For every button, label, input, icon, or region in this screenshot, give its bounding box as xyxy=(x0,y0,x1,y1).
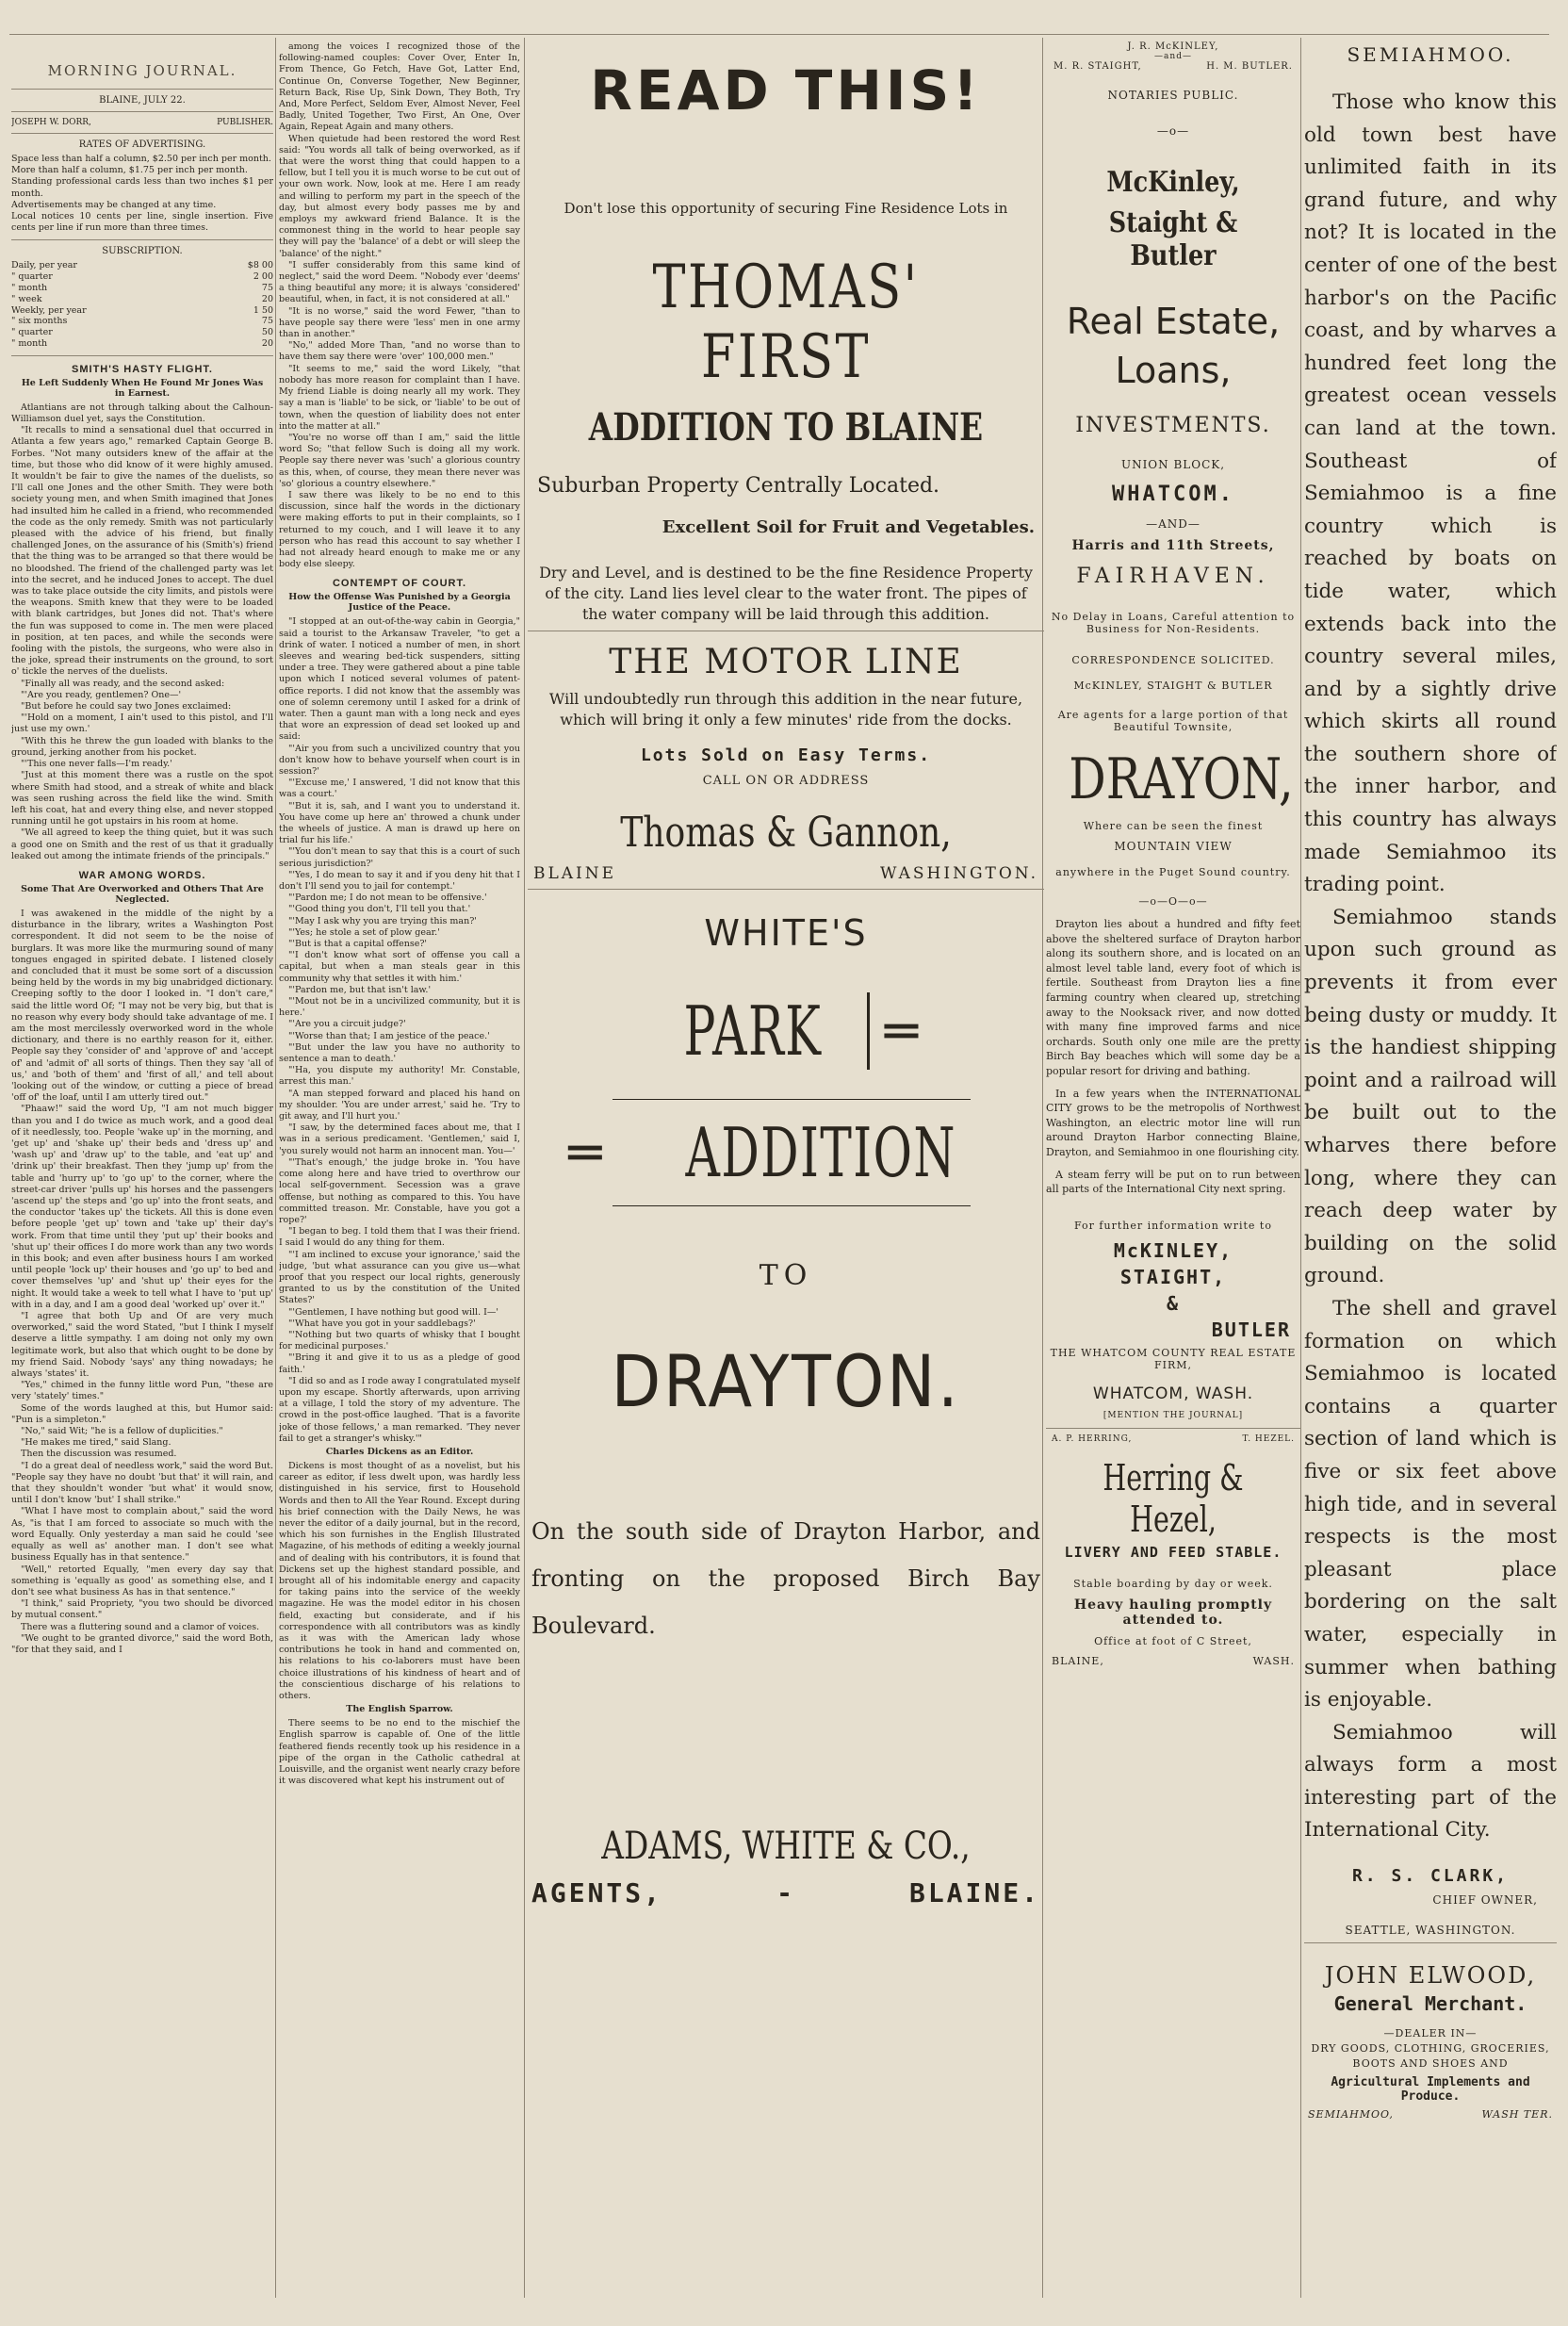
paragraph: Atlantians are not through talking about the Calhoun-Williamson duel yet, says the Constitution. xyxy=(11,401,273,424)
paragraph: "'Good thing you don't, I'll tell you that.' xyxy=(288,904,471,915)
article-deck: He Left Suddenly When He Found Mr Jones Was in Earnest. xyxy=(21,377,264,399)
column-1 xyxy=(11,41,273,2298)
paragraph: In a few years when the INTERNATIONAL CITY grows to be the metropolis of Northwest Washington, an electric motor line will run around Drayton Harbor connecting Blaine, Drayton, and Semiahmoo in one flourishing city. xyxy=(1046,1087,1300,1158)
subscription-price: 20 xyxy=(261,338,273,349)
ad-text: SEMIAHMOO, xyxy=(1308,2108,1394,2121)
ad-text: McKINLEY, STAIGHT & BUTLER xyxy=(1073,680,1273,692)
ad-drayton: DRAYTON. xyxy=(611,1339,961,1423)
article-body xyxy=(279,616,520,1445)
column-5 xyxy=(1304,41,1557,2298)
article-body xyxy=(279,41,520,570)
paragraph: "With this he threw the gun loaded with blanks to the ground, jerking another from his pocket. xyxy=(11,735,273,758)
drayton-title: DRAYON, xyxy=(1069,746,1294,812)
article-body xyxy=(11,402,273,862)
subscription-price: $8 00 xyxy=(247,260,273,271)
ad-double-rule-icon: ═ xyxy=(568,1121,602,1185)
semiahmoo-title: SEMIAHMOO. xyxy=(1347,43,1514,66)
column-2 xyxy=(279,41,520,2298)
masthead: MORNING JOURNAL. xyxy=(47,62,237,79)
paragraph: "Phaaw!" said the word Up, "I am not much bigger than you and I do twice as much work, and a good deal of it needlessly, too. People 'wake up' in the morning, and 'get up' and 'shake up' their beds and 'dress up' and 'wash up' and 'draw up' to the table, and 'eat up' and 'drink up' their breakfast. Then they 'jump up' from the table and 'hurry up' to 'go up' to the corner, where the street-car driver 'pulls up' his horses and the passengers 'ascend up' the steps and 'go up' into the front seats, and the conductor 'takes up' the tickets. All this is done even before people 'get up' town and 'take up' their day's work. From that time until they 'put up' their books and 'shut up' their offices I do more work than any two words in this book; and even after business hours I am worked until people 'lock up' their houses and 'go up' to bed and cover themselves 'up' and 'shut up' their eyes for the night. It would take a week to tell what I have to 'put up' with in a day, and I am a good deal 'worked up' over it." xyxy=(11,1104,273,1310)
article-body xyxy=(1046,917,1300,1197)
paragraph: "'But it is, sah, and I want you to understand it. You have come up here an' throwed a chunk under the wheels of justice. A man is drawd up here on trial fur his life.' xyxy=(279,800,520,846)
paragraph: "I began to beg. I told them that I was their friend. I said I would do any thing for them. xyxy=(279,1226,520,1249)
paragraph: Some of the words laughed at this, but Humor said: "Pun is a simpleton." xyxy=(11,1402,273,1425)
notaries: NOTARIES PUBLIC. xyxy=(1107,89,1239,102)
partner-names xyxy=(1046,61,1300,72)
ad-addition-row xyxy=(568,1099,971,1206)
ad-addition: ADDITION xyxy=(685,1113,957,1192)
article-headline: CONTEMPT OF COURT. xyxy=(332,578,467,590)
article-body xyxy=(279,1461,520,1702)
paragraph: There was a fluttering sound and a clamor of voices. xyxy=(21,1621,260,1632)
firm-name: BUTLER xyxy=(1211,1318,1291,1341)
paragraph: "I think," said Propriety, "you two should be divorced by mutual consent." xyxy=(11,1598,273,1621)
paragraph: "I stopped at an out-of-the-way cabin in Georgia," said a tourist to the Arkansaw Traveler, "to get a drink of water. I noticed a number of men, in short sleeves and wearing bed-tick suspenders, sitting under a tree. They were gathered about a pine table upon which I noticed several volumes of patent-office reports. I did not know that the assembly was one of solemn ceremony until I asked for a drink of water. Then a gaunt man with a long neck and eyes that wore an expression of dead set looked up and said: xyxy=(279,616,520,743)
paragraph: "It recalls to mind a sensational duel that occurred in Atlanta a few years ago," remarked Captain George B. Forbes. "Not many outsiders knew of the affair at the time, but those who did know of it were highly amused. It wouldn't be fair to give the names of the duelists, so I'll call one Jones and the other Smith. They were both society young men, and when Smith imagined that Jones had insulted him he called in a friend, who recommended the code as the only remedy. Smith was not particularly pleased with the advice of his friend, but finally challenged Jones, on the assurance of his (Smith's) friend that the thing was to be arranged so that there would be no bloodshed. The friend of the challenged party was let into the secret, and he induced Jones to accept. The duel was to take place outside the city limits, and pistols were the weapons. Smith knew that they were to be loaded with blank cartridges, but Jones did not. That's where the fun was supposed to come in. The men were placed in position, at ten paces, and while the seconds were fooling with the pistols, the surgeons, who were also in the joke, spread their instruments on the ground, to sort o' tickle the nerves of the duelists. xyxy=(11,425,273,678)
firm-name: McKINLEY, xyxy=(1113,1238,1233,1262)
paragraph: "It seems to me," said the word Likely, "that nobody has more reason for complaint than I have. My friend Liable is doing nearly all my work. They say a man is 'liable' to be sick, or 'liable' to be out of town, when the question of liability does not enter into the matter at all." xyxy=(279,363,520,432)
partner-name: M. R. STAIGHT, xyxy=(1054,61,1142,72)
paragraph: "I saw, by the determined faces about me, that I was in a serious predicament. 'Gentlemen,' said I, 'you surely would not harm an innocent man. You—' xyxy=(279,1122,520,1156)
paragraph: among the voices I recognized those of the following-named couples: Cover Over, Enter In, From Thence, Go Fetch, Have Got, Latter End, Continue On, Converse Together, New Beginner, Return Back, Rise Up, Sink Down, They Both, Try And, More Perfect, Seldom Ever, Almost Never, Feel Badly, United Together, Two First, An One, Over Again, Repeat Again and many others. xyxy=(279,41,520,133)
paragraph: "'May I ask why you are trying this man?' xyxy=(288,915,477,926)
paragraph: "I did so and as I rode away I congratulated myself upon my escape. Shortly afterwards, upon arriving at a village, I told the story of my adventure. The crowd in the post-office laughed. 'That is a favorite joke of those fellows,' a man remarked. 'They never fail to get a stranger's whisky.'" xyxy=(279,1375,520,1444)
subscription-price: 1 50 xyxy=(253,304,273,316)
owner-location: SEATTLE, WASHINGTON. xyxy=(1345,1924,1516,1938)
merchant-title: General Merchant. xyxy=(1333,1992,1527,2016)
ad-motor-line: THE MOTOR LINE xyxy=(609,643,963,681)
subscription-title: SUBSCRIPTION. xyxy=(102,246,183,257)
ad-text-row xyxy=(1046,1655,1300,1667)
article-body xyxy=(1304,87,1557,1847)
paragraph: "'Gentlemen, I have nothing but good will. I—' xyxy=(288,1306,498,1318)
partner-name: A. P. HERRING, xyxy=(1052,1433,1133,1444)
paragraph: More than half a column, $1.75 per inch per month. xyxy=(11,165,248,176)
ad-agents-city: BLAINE. xyxy=(908,1877,1040,1908)
ad-text: Excellent Soil for Fruit and Vegetables. xyxy=(662,517,1035,537)
divider xyxy=(1046,1428,1300,1429)
paragraph: The shell and gravel formation on which Semiahmoo is located contains a quarter section of land which is five or six feet above high tide, and in several respects is the most pleasant place bordering on the salt water, especially in summer when bathing is enjoyable. xyxy=(1304,1296,1557,1712)
rates-title: RATES OF ADVERTISING. xyxy=(78,139,206,150)
subscription-row xyxy=(11,316,273,327)
paragraph: "'I am inclined to excuse your ignorance,' said the judge, 'but what assurance can you give us—what proof that you respect our local rights, generously granted to us by the constitution of the United States?' xyxy=(279,1249,520,1306)
ad-text: —DEALER IN— xyxy=(1383,2027,1478,2040)
subscription-label: " month xyxy=(11,338,48,349)
ad-text: WHATCOM, WASH. xyxy=(1092,1384,1254,1403)
subscription-row xyxy=(11,294,273,305)
paragraph: "'What have you got in your saddlebags?' xyxy=(288,1318,476,1329)
ad-agents: AGENTS, xyxy=(531,1877,663,1908)
ad-text: Will undoubtedly run through this addition in the near future, which will bring it only a few minutes' ride from the docks. xyxy=(548,690,1023,729)
subscription-row xyxy=(11,305,273,317)
partner-name: J. R. McKINLEY, xyxy=(1127,41,1219,52)
ad-text: DRY GOODS, CLOTHING, GROCERIES, BOOTS AND SHOES AND xyxy=(1311,2042,1550,2071)
signature: R. S. CLARK, xyxy=(1351,1866,1510,1887)
paragraph: "It is no worse," said the word Fewer, "than to have people say there were 'less' men in one army than in another." xyxy=(279,305,520,340)
separator: —AND— xyxy=(1146,517,1200,531)
ad-addition-to-blaine: ADDITION TO BLAINE xyxy=(588,405,984,450)
paragraph: "We all agreed to keep the thing quiet, but it was such a good one on Smith and the rest of us that it gradually leaked out among the intimate friends of the principals." xyxy=(11,827,273,861)
firm-name: & xyxy=(1166,1291,1181,1315)
paragraph: "I agree that both Up and Of are very much overworked," said the word Stated, "but I think I myself deserve a little sympathy. I am doing not only my own legitimate work, but also that which ought to be done by my friend Said. Nobody 'says' any thing nowadays; he always 'states' it. xyxy=(11,1311,273,1380)
subscription-price: 2 00 xyxy=(253,271,273,283)
paragraph: Semiahmoo will always form a most interesting part of the International City. xyxy=(1304,1720,1557,1843)
article-deck: How the Offense Was Punished by a Georgia Justice of the Peace. xyxy=(288,592,511,614)
paragraph: "'Ha, you dispute my authority! Mr. Constable, arrest this man.' xyxy=(279,1065,520,1088)
paragraph: "Finally all was ready, and the second asked: xyxy=(21,678,225,689)
ad-text: Heavy hauling promptly attended to. xyxy=(1073,1597,1273,1628)
publisher-line xyxy=(11,118,273,127)
divider xyxy=(11,89,273,90)
herring-hezel: Herring & Hezel, xyxy=(1102,1456,1244,1540)
paragraph: "'Mout not be in a uncivilized community, but it is here.' xyxy=(279,996,520,1019)
article-body xyxy=(279,1718,520,1787)
paragraph: "Well," retorted Equally, "men every day say that something is 'equally as good' as something else, and I don't see what business As has in that sentence." xyxy=(11,1564,273,1597)
separator: —o— xyxy=(1156,124,1190,138)
paragraph: "No," added More Than, "and no worse than to have them say there were 'over' 100,000 men." xyxy=(279,340,520,363)
ad-agents-row xyxy=(528,1877,1044,1908)
paragraph: "'Are you ready, gentlemen? One—' xyxy=(21,689,182,700)
article-headline: SMITH'S HASTY FLIGHT. xyxy=(72,363,213,375)
ad-read-this: READ THIS! xyxy=(590,58,982,123)
paragraph: I was awakened in the middle of the night by a disturbance in the library, writes a Washington Post correspondent. It did not seem to be the noise of burglars. It was more like the murmuring sound of many tongues engaged in spirited debate. I listened closely and concluded that it must be some sort of a discussion being held by the words in my big unabridged dictionary. Creeping softly to the door I looked in. "I don't care," said the little word Of; "I may not be very big, but that is no reason why every body should take advantage of me. I am the most mercilessly overworked word in the whole dictionary, and there is no earthly reason for it, either. People say they 'consider of' and 'approve of' and 'accept of' and 'admit of' all sorts of things. Then they say 'all of us,' and 'both of them' and 'first of all,' and tell about 'looking out of the window, or cutting a piece of bread 'off of' the loaf, until I am utterly tired out." xyxy=(11,908,273,1104)
subscription-label: " quarter xyxy=(11,327,53,338)
separator: —o—O—o— xyxy=(1138,895,1208,908)
ad-text: [MENTION THE JOURNAL] xyxy=(1102,1410,1244,1420)
ad-text: Where can be seen the finest xyxy=(1083,820,1264,832)
ad-text: THE WHATCOM COUNTY REAL ESTATE FIRM, xyxy=(1050,1346,1297,1371)
ad-text: Dry and Level, and is destined to be the fine Residence Property of the city. Land lies level clear to the water front. The pipes of the water company will be laid through this addition. xyxy=(539,564,1033,623)
merchant-name: JOHN ELWOOD, xyxy=(1324,1962,1537,1990)
livery-stable: LIVERY AND FEED STABLE. xyxy=(1064,1543,1282,1561)
paragraph: "I suffer considerably from this same kind of neglect," said the word Deem. "Nobody ever 'deems' a thing beautiful any more; it is always 'considered' beautiful, when, in fact, it is not considered at all." xyxy=(279,259,520,305)
ad-text: WASH. xyxy=(1252,1654,1295,1667)
ad-text: Agricultural Implements and Produce. xyxy=(1331,2075,1530,2105)
paragraph: "'Nothing but two quarts of whisky that I bought for medicinal purposes.' xyxy=(279,1329,520,1352)
investments: INVESTMENTS. xyxy=(1075,414,1271,437)
paragraph: Advertisements may be changed at any time. xyxy=(11,199,217,210)
top-rule xyxy=(9,34,1549,35)
article-headline: Charles Dickens as an Editor. xyxy=(325,1446,474,1457)
partner-names xyxy=(1046,1434,1300,1444)
ad-park-row xyxy=(528,991,1044,1071)
paragraph: "What I have most to complain about," said the word As, "is that I am forced to associate so much with the word Equally. Only yesterday a man said he could 'see equally as well as' another man. I don't see what business Equally has in that sentence." xyxy=(11,1506,273,1564)
ad-text: On the south side of Drayton Harbor, and fronting on the proposed Birch Bay Boulevard. xyxy=(531,1518,1040,1639)
subscription-label: Daily, per year xyxy=(11,260,77,271)
dateline: BLAINE, JULY 22. xyxy=(99,95,186,106)
paragraph: Dickens is most thought of as a novelist, but his career as editor, if less dwelt upon, was hardly less distinguished in his service, first to Household Words and then to All the Year Round. Except during his brief connection with the Daily News, he was never the editor of a daily journal, but in the record, which his son furnishes in the English Illustrated Magazine, of his methods of editing a weekly journal and of dealing with his contributors, it is found that Dickens set up the highest standard possible, and brought all of his indomitable energy and capacity for taking pains into the service of the weekly magazine. He was the model editor in his chosen field, exacting but considerate, and if his correspondence with all contributors was as kindly as it was with the American lady whose contributions he took in hand and commented on, his relations to his co-laborers must have been choice illustrations of his kindness of heart and of the conscientious discharge of his relations to others. xyxy=(279,1460,520,1702)
subscription-label: " six months xyxy=(11,316,68,327)
ad-terms: Lots Sold on Easy Terms. xyxy=(640,745,932,765)
publisher-name: JOSEPH W. DORR, xyxy=(11,118,91,127)
paragraph: "'Pardon me, but that isn't law.' xyxy=(288,984,432,995)
subscription-price: 20 xyxy=(261,293,273,304)
paragraph: Drayton lies about a hundred and fifty feet above the sheltered surface of Drayton harbor along its southern shore, and is located on an almost level table land, every foot of which is fertile. Southeast from Drayton lies a fine farming country when cleared up, stretching away to the Nooksack river, and now dotted with many fine improved farms and nice orchards. South only one mile are the pretty Birch Bay beaches which will some day be a popular resort for driving and bathing. xyxy=(1046,918,1300,1077)
divider xyxy=(1304,1942,1557,1943)
paragraph: "'Hold on a moment, I ain't used to this pistol, and I'll just use my own.' xyxy=(11,713,273,735)
subscription-price: 75 xyxy=(261,283,273,294)
paragraph: "No," said Wit; "he is a fellow of duplicities." xyxy=(21,1426,223,1437)
paragraph: Local notices 10 cents per line, single insertion. Five cents per line if run more than three times. xyxy=(11,211,273,234)
partner-name: H. M. BUTLER. xyxy=(1206,61,1293,72)
article-headline: WAR AMONG WORDS. xyxy=(78,869,206,881)
firm-name: STAIGHT, xyxy=(1119,1265,1227,1288)
subscription-row xyxy=(11,271,273,283)
address: Harris and 11th Streets, xyxy=(1071,538,1275,553)
paragraph: "'Yes; he stole a set of plow gear.' xyxy=(288,926,440,938)
paragraph: There seems to be no end to the mischief the English sparrow is capable of. One of the little feathered fiends recently took up his residence in a pipe of the organ in the Catholic cathedral at Louisville, and the organist went nearly crazy before it was discovered what kept his instrument out of xyxy=(279,1718,520,1787)
ad-text: Don't lose this opportunity of securing Fine Residence Lots in xyxy=(564,200,1008,217)
paragraph: "A man stepped forward and placed his hand on my shoulder. 'You are under arrest,' said he. 'Try to git away, and I'll hurt you.' xyxy=(279,1088,520,1122)
ad-state: WASHINGTON. xyxy=(879,864,1038,883)
paragraph: Then the discussion was resumed. xyxy=(21,1449,177,1460)
paragraph: "Just at this moment there was a rustle on the spot where Smith had stood, and a streak of white and black was seen rushing across the field like the wind. Smith left his coat, hat and every thing else, and never stopped running until he got upstairs in his room at home. xyxy=(11,770,273,827)
publisher-role: PUBLISHER. xyxy=(217,118,273,127)
ad-adams-white: ADAMS, WHITE & CO., xyxy=(601,1825,971,1868)
ad-text: No Delay in Loans, Careful attention to Business for Non-Residents. xyxy=(1051,611,1296,635)
firm-mckinley: McKinley, xyxy=(1106,166,1240,199)
paragraph: "'But under the law you have no authority to sentence a man to death.' xyxy=(279,1041,520,1065)
paragraph: "'Are you a circuit judge?' xyxy=(288,1019,406,1030)
ad-firm: Thomas & Gannon, xyxy=(620,809,952,857)
divider xyxy=(11,111,273,112)
subscription-price: 50 xyxy=(261,327,273,338)
paragraph: A steam ferry will be put on to run between all parts of the International City next spring. xyxy=(1046,1168,1300,1196)
subscription-label: " month xyxy=(11,283,48,294)
subscription-row xyxy=(11,327,273,338)
ad-text: CORRESPONDENCE SOLICITED. xyxy=(1071,654,1275,666)
ad-text: WASH TER. xyxy=(1481,2108,1553,2121)
ad-city: BLAINE xyxy=(533,864,617,883)
rates-list xyxy=(11,154,273,234)
ad-thomas-first: THOMAS' FIRST xyxy=(652,253,920,392)
column-rule xyxy=(524,38,525,2298)
paragraph: "'I don't know what sort of offense you call a capital, but when a man steals gear in this community why that settles it with him.' xyxy=(279,950,520,984)
ad-text: CALL ON OR ADDRESS xyxy=(702,774,870,788)
paragraph: "You're no worse off than I am," said the little word So; "that fellow Such is doing all my work. People say there never was 'such' a glorious country as this, when, of course, they mean there never was 'so' glorious a country elsewhere." xyxy=(279,432,520,489)
paragraph: "'Bring it and give it to us as a pledge of good faith.' xyxy=(279,1352,520,1375)
ad-whites: WHITE'S xyxy=(704,912,868,954)
divider xyxy=(11,133,273,134)
column-3-ads xyxy=(528,41,1044,2298)
ad-text-row xyxy=(1304,2107,1557,2122)
divider xyxy=(11,355,273,356)
ad-text: Stable boarding by day or week. xyxy=(1073,1577,1273,1590)
paragraph: "We ought to be granted divorce," said the word Both, "for that they said, and I xyxy=(11,1632,273,1655)
article-deck: Some That Are Overworked and Others That Are Neglected. xyxy=(21,883,264,905)
paragraph: "'Excuse me,' I answered, 'I did not know that this was a court.' xyxy=(279,778,520,800)
ad-text: anywhere in the Puget Sound country. xyxy=(1055,866,1291,878)
paragraph: "'Air you from such a uncivilized country that you don't know how to behave yourself when court is in session?' xyxy=(279,743,520,777)
fairhaven: FAIRHAVEN. xyxy=(1076,565,1270,588)
paragraph: "'Pardon me; I do not mean to be offensive.' xyxy=(288,893,487,904)
address: UNION BLOCK, xyxy=(1120,458,1226,471)
paragraph: Space less than half a column, $2.50 per inch per month. xyxy=(11,154,271,164)
paragraph: Those who know this old town best have unlimited faith in its grand future, and why not? It is located in the center of one of the best harbor's on the Pacific coast, and by wharves a hundred feet long the greatest ocean vessels can land at the town. Southeast of Semiahmoo is a fine country which is reached by boats on tide water, which extends back into the country several miles, and by a sightly drive which skirts all round the southern shore of the inner harbor, and this country has always made Semiahmoo its trading point. xyxy=(1304,90,1557,897)
paragraph: "Yes," chimed in the funny little word Pun, "these are very 'stately' times." xyxy=(11,1380,273,1402)
paragraph: "'This one never falls—I'm ready.' xyxy=(21,759,172,770)
paragraph: I saw there was likely to be no end to this discussion, since half the words in the dictionary were making efforts to put in their complaints, so I returned to my couch, and I will leave it to any person who has read this account to say whether I had not already heard enough to make me or any body else sleepy. xyxy=(279,489,520,570)
subscription-label: Weekly, per year xyxy=(11,304,87,316)
paragraph: "I do a great deal of needless work," said the word But. "People say they have no doubt 'but that' it will rain, and that they shouldn't wonder 'but what' it would snow, until I don't know 'but' I shall strike." xyxy=(11,1460,273,1506)
subscription-list xyxy=(11,260,273,349)
ad-park: PARK xyxy=(683,991,823,1071)
paragraph: When quietude had been restored the word Rest said: "You words all talk of being overworked, as if that were the worst thing that could happen to a fellow, but I tell you it is much worse to be cut out of your own work. Now, look at me. Here I am ready and willing to perform my part in the speech of the day, but almost every body passes me by and employs my awkward friend Balance. It is the commonest thing in the world to hear people say they will pay the 'balance' of a debt or will sleep the 'balance' of the night." xyxy=(279,133,520,259)
article-headline: The English Sparrow. xyxy=(346,1704,453,1715)
ad-place xyxy=(528,864,1044,883)
paragraph: Standing professional cards less than two inches $1 per month. xyxy=(11,176,273,199)
subscription-price: 75 xyxy=(261,316,273,327)
article-body xyxy=(11,909,273,1656)
column-rule xyxy=(275,38,276,2298)
paragraph: "'Yes, I do mean to say it and if you deny hit that I don't I'll send you to jail for contempt.' xyxy=(279,869,520,893)
ad-text: BLAINE, xyxy=(1052,1654,1104,1667)
ad-dash: - xyxy=(776,1877,795,1908)
whatcom: WHATCOM. xyxy=(1112,483,1234,506)
paragraph: "'You don't mean to say that this is a court of such serious jurisdiction?' xyxy=(279,846,520,869)
subscription-label: " quarter xyxy=(11,271,53,283)
ad-text: Office at foot of C Street, xyxy=(1094,1634,1252,1647)
ad-text: For further information write to xyxy=(1074,1219,1272,1232)
subscription-label: " week xyxy=(11,293,42,304)
owner-title: CHIEF OWNER, xyxy=(1432,1893,1538,1908)
paragraph: "But before he could say two Jones exclaimed: xyxy=(21,701,232,713)
subscription-row xyxy=(11,283,273,294)
ad-text: MOUNTAIN VIEW xyxy=(1114,840,1233,853)
loans: Loans, xyxy=(1115,350,1232,391)
ad-text: Suburban Property Centrally Located. xyxy=(537,474,940,498)
divider xyxy=(528,889,1044,890)
ad-bar xyxy=(867,992,870,1070)
subscription-row xyxy=(11,260,273,271)
partner-name: T. HEZEL. xyxy=(1242,1433,1295,1444)
paragraph: Semiahmoo stands upon such ground as prevents it from ever being dusty or muddy. It is the handiest shipping point and a railroad will be built out to the wharves there before long, where they can reach deep water by building on the solid ground. xyxy=(1304,905,1557,1288)
column-4 xyxy=(1046,41,1300,2298)
paragraph: "He makes me tired," said Slang. xyxy=(21,1437,172,1449)
paragraph: "'But is that a capital offense?' xyxy=(288,939,428,950)
firm-staight-butler: Staight & Butler xyxy=(1108,206,1238,272)
ad-to: TO xyxy=(759,1259,813,1292)
paragraph: "'Worse than that; I am jestice of the peace.' xyxy=(288,1030,490,1041)
divider xyxy=(11,239,273,240)
separator: —and— xyxy=(1154,52,1192,61)
ad-double-rule-icon: ═ xyxy=(884,999,918,1063)
ad-text: Are agents for a large portion of that Beautiful Townsite, xyxy=(1057,709,1289,733)
real-estate: Real Estate, xyxy=(1066,301,1281,342)
subscription-row xyxy=(11,338,273,350)
column-rule xyxy=(1300,38,1301,2298)
paragraph: "'That's enough,' the judge broke in. 'You have come along here and have tried to overthrow our local self-government. Secession was a grave offense, but nothing as compared to this. You have committed treason. Mr. Constable, have you got a rope?' xyxy=(279,1156,520,1225)
